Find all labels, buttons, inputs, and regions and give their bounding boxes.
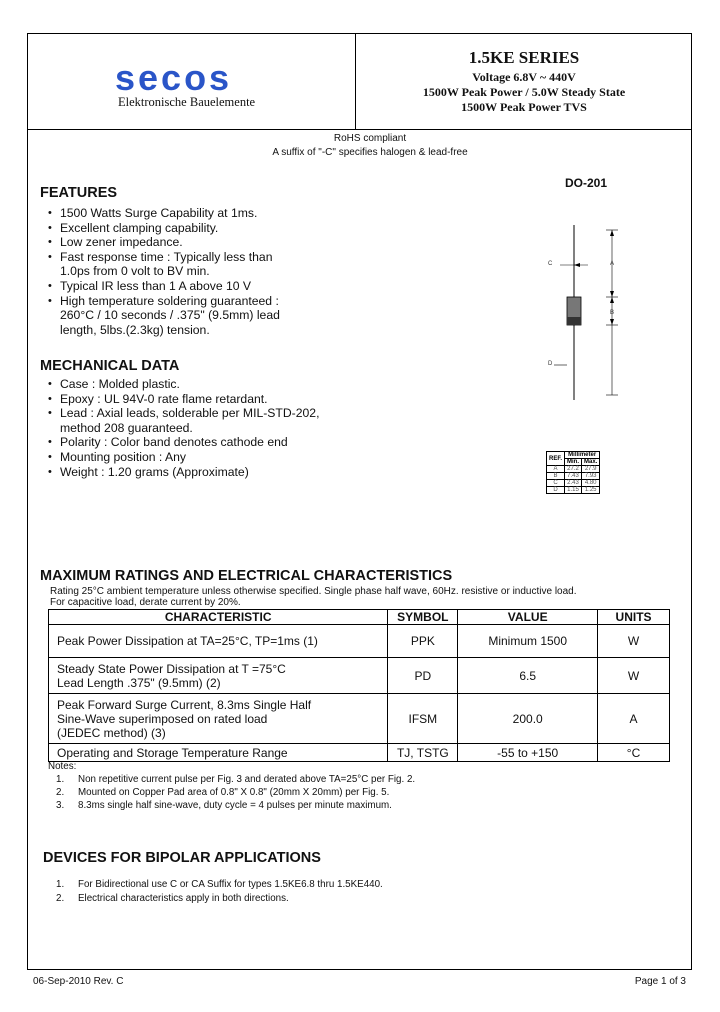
dim-min: 1.15 (565, 487, 582, 494)
bipolar-text: Electrical characteristics apply in both directions. (78, 893, 289, 904)
dim-row (547, 487, 600, 494)
footer-date-revision: 06-Sep-2010 Rev. C (33, 976, 124, 987)
dim-label-c: C (548, 261, 553, 267)
mechanical-item: method 208 guaranteed. (60, 420, 193, 435)
unit-cell: W (598, 658, 670, 694)
dim-label-a: A (609, 261, 615, 267)
dim-max: 7.93 (582, 473, 600, 480)
characteristics-table (48, 609, 670, 762)
feature-item: • Fast response time : Typically less than (48, 250, 280, 265)
characteristic-line: Lead Length .375" (9.5mm) (2) (57, 675, 221, 690)
mechanical-item: • Case : Molded plastic. (48, 377, 319, 392)
ratings-note-1: Rating 25°C ambient temperature unless otherwise specified. Single phase half wave, 60Hz. resistive or inductive load. (50, 586, 577, 597)
symbol-cell: IFSM (388, 694, 458, 744)
dim-min-header: Min. (565, 459, 582, 466)
value-cell: 200.0 (458, 694, 598, 744)
features-list (48, 206, 280, 337)
dim-row (547, 480, 600, 487)
characteristic-cell (49, 744, 388, 762)
symbol-cell: PPK (388, 625, 458, 658)
dim-max: 1.25 (582, 487, 600, 494)
note-number: 3. (56, 800, 65, 811)
characteristic-line: (JEDEC method) (3) (57, 725, 166, 740)
dim-ref: D (547, 487, 565, 494)
characteristic-line: Peak Forward Surge Current, 8.3ms Single Half (57, 697, 312, 712)
note-number: 2. (56, 787, 65, 798)
unit-cell: W (598, 625, 670, 658)
table-row (49, 694, 670, 744)
ratings-note-2: For capacitive load, derate current by 20%. (50, 597, 241, 608)
package-label: DO-201 (565, 176, 608, 190)
brand-subtitle: Elektronische Bauelemente (118, 95, 256, 109)
feature-item: length, 5lbs.(2.3kg) tension. (60, 322, 210, 337)
characteristic-line: Peak Power Dissipation at TA=25°C, TP=1ms (1) (57, 634, 318, 648)
col-value: VALUE (458, 610, 598, 625)
note-number: 1. (56, 774, 65, 785)
dim-ref: C (547, 480, 565, 487)
note-text: Non repetitive current pulse per Fig. 3 and derated above TA=25°C per Fig. 2. (78, 774, 416, 785)
unit-cell: °C (598, 744, 670, 762)
header-bottom-rule (27, 129, 692, 130)
characteristic-cell (49, 694, 388, 744)
footer-page-number: Page 1 of 3 (634, 976, 686, 987)
bipolar-number: 2. (56, 893, 65, 904)
ratings-title: MAXIMUM RATINGS AND ELECTRICAL CHARACTERISTICS (40, 568, 453, 584)
package-outline-diagram (540, 225, 630, 405)
bipolar-list (56, 878, 383, 906)
series-line-power: 1500W Peak Power / 5.0W Steady State (422, 85, 626, 99)
feature-item: 260°C / 10 seconds / .375" (9.5mm) lead (60, 308, 280, 323)
symbol-cell: TJ, TSTG (388, 744, 458, 762)
note-text: 8.3ms single half sine-wave, duty cycle = 4 pulses per minute maximum. (78, 800, 392, 811)
table-row (49, 744, 670, 762)
dim-label-b: B (609, 310, 615, 316)
characteristic-line: Operating and Storage Temperature Range (57, 745, 288, 760)
feature-item: • Typical IR less than 1 A above 10 V (48, 279, 280, 294)
note-item (48, 786, 415, 799)
symbol-cell: PD (388, 658, 458, 694)
value-cell: -55 to +150 (458, 744, 598, 762)
page-frame (27, 33, 692, 970)
feature-item: 1.0ps from 0 volt to BV min. (60, 264, 210, 279)
table-row (49, 658, 670, 694)
mechanical-item: • Weight : 1.20 grams (Approximate) (48, 465, 319, 480)
dim-min: 7.43 (565, 473, 582, 480)
characteristic-line: Steady State Power Dissipation at T =75°C (57, 661, 286, 676)
value-cell: Minimum 1500 (458, 625, 598, 658)
note-text: Mounted on Copper Pad area of 0.8" X 0.8" (20mm X 20mm) per Fig. 5. (78, 787, 390, 798)
characteristic-cell (49, 658, 388, 694)
rohs-note: RoHS compliant (333, 133, 407, 144)
bipolar-number: 1. (56, 879, 65, 890)
dim-ref: B (547, 473, 565, 480)
feature-item: • Low zener impedance. (48, 235, 280, 250)
characteristic-cell (49, 625, 388, 658)
dim-ref: A (547, 466, 565, 473)
col-symbol: SYMBOL (388, 610, 458, 625)
col-characteristic: CHARACTERISTIC (49, 610, 388, 625)
value-cell: 6.5 (458, 658, 598, 694)
dim-min: 27.2 (565, 466, 582, 473)
note-item (48, 799, 415, 812)
mechanical-item: • Lead : Axial leads, solderable per MIL-STD-202, (48, 406, 319, 421)
mechanical-list (48, 377, 319, 479)
dim-max: 4.80 (582, 480, 600, 487)
mechanical-item: • Polarity : Color band denotes cathode end (48, 435, 319, 450)
unit-cell: A (598, 694, 670, 744)
col-units: UNITS (598, 610, 670, 625)
bipolar-title: DEVICES FOR BIPOLAR APPLICATIONS (43, 850, 321, 866)
feature-item: • 1500 Watts Surge Capability at 1ms. (48, 206, 280, 221)
mechanical-title: MECHANICAL DATA (40, 358, 180, 374)
dim-row (547, 473, 600, 480)
notes-block (48, 760, 415, 812)
bipolar-text: For Bidirectional use C or CA Suffix for types 1.5KE6.8 thru 1.5KE440. (78, 879, 383, 890)
series-line-voltage: Voltage 6.8V ~ 440V (472, 70, 576, 84)
dim-unit-header: Millimeter (565, 452, 600, 459)
features-title: FEATURES (40, 185, 118, 201)
dim-label-d: D (548, 361, 553, 367)
notes-title: Notes: (48, 761, 77, 772)
bipolar-item (56, 892, 383, 906)
mechanical-item: • Epoxy : UL 94V-0 rate flame retardant. (48, 392, 319, 407)
dimension-table (546, 451, 600, 494)
dim-max: 27.9 (582, 466, 600, 473)
feature-item: • Excellent clamping capability. (48, 221, 280, 236)
characteristic-line: Sine-Wave superimposed on rated load (57, 711, 268, 726)
mechanical-item: • Mounting position : Any (48, 450, 319, 465)
series-line-tvs: 1500W Peak Power TVS (461, 100, 587, 114)
feature-item: • High temperature soldering guaranteed : (48, 294, 280, 309)
dim-ref-header: REF. (547, 452, 565, 466)
series-title: 1.5KE SERIES (468, 48, 580, 67)
brand-logo: secos (115, 57, 233, 98)
bipolar-item (56, 878, 383, 892)
dim-max-header: Max. (582, 459, 600, 466)
dim-row (547, 466, 600, 473)
suffix-note: A suffix of "-C" specifies halogen & lead-free (272, 147, 468, 158)
dim-min: 2.43 (565, 480, 582, 487)
note-item (48, 773, 415, 786)
table-row (49, 625, 670, 658)
